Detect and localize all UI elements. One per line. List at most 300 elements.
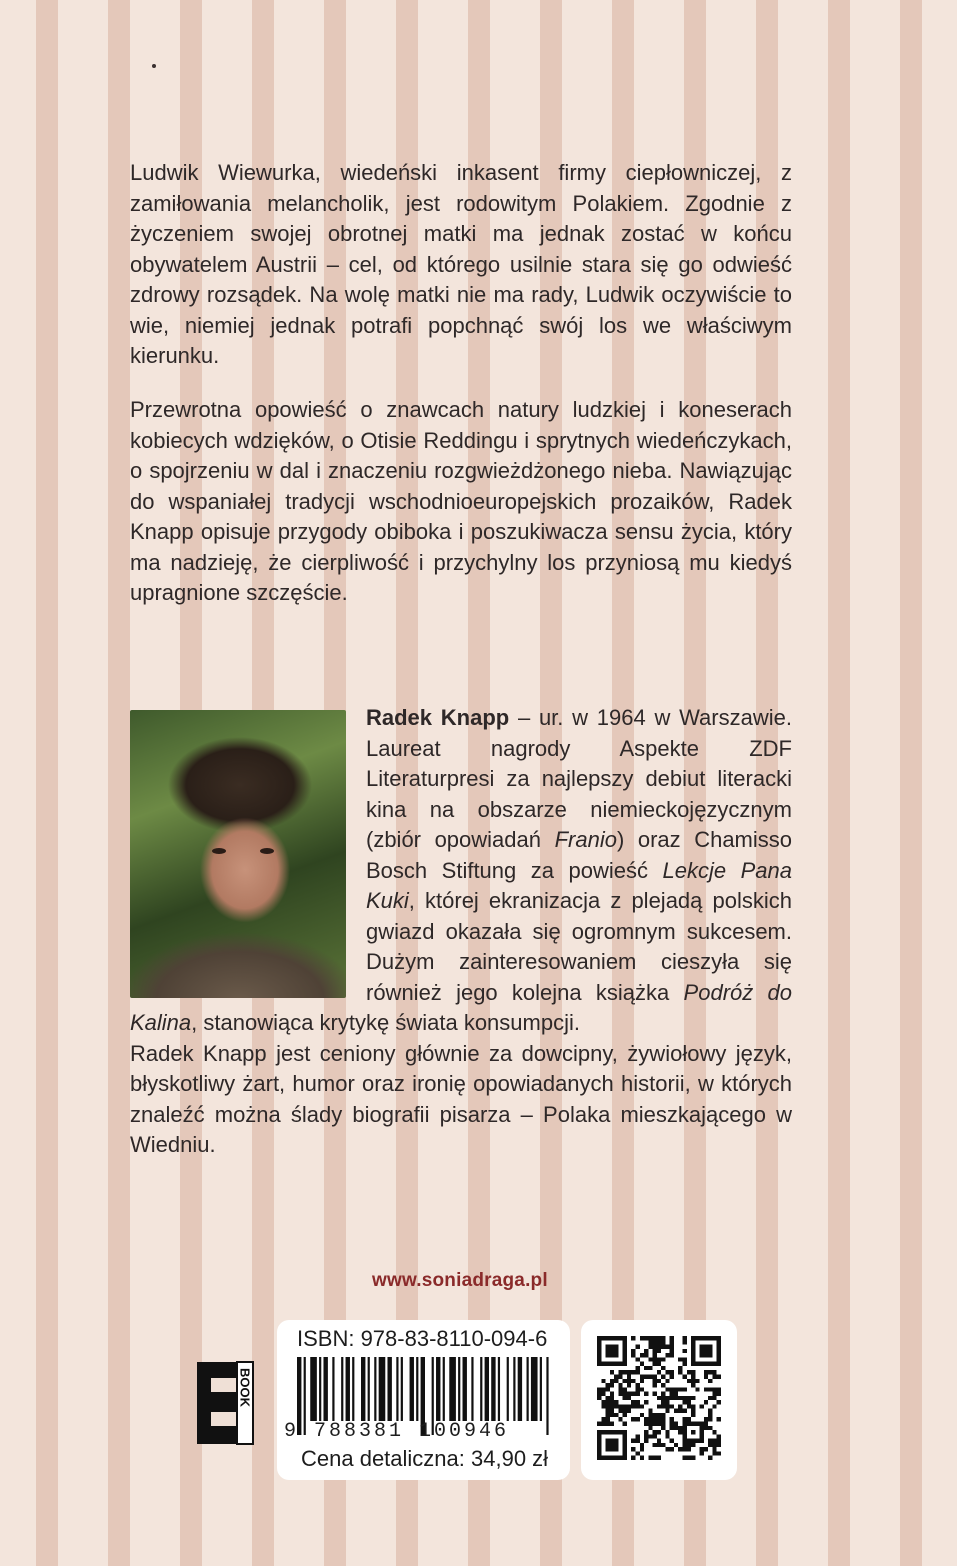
qr-module: [678, 1426, 682, 1430]
qr-module: [618, 1409, 622, 1413]
qr-module: [700, 1404, 704, 1408]
qr-module: [597, 1422, 601, 1426]
qr-module: [670, 1340, 674, 1344]
qr-module: [648, 1409, 652, 1413]
ebook-logo-block: [197, 1362, 237, 1444]
qr-module: [627, 1374, 631, 1378]
qr-module: [644, 1422, 648, 1426]
barcode-bar: [449, 1357, 456, 1421]
qr-module: [700, 1447, 704, 1451]
bio-text-1: – ur. w 1964 w Warszawie. Laureat nagrody Aspekte ZDF Literaturpresi za najlepszy debiut literacki kina na obszarze niemieckojęzycznym (zbiór opowiadań: [366, 705, 792, 852]
qr-module: [691, 1396, 695, 1400]
qr-module: [614, 1404, 618, 1408]
qr-module: [687, 1396, 691, 1400]
qr-module: [704, 1374, 708, 1378]
bio-text-4: , stanowiąca krytykę świata konsumpcji.: [191, 1010, 580, 1035]
qr-module: [674, 1443, 678, 1447]
ebook-logo-text: BOOK: [237, 1368, 253, 1407]
barcode-bar: [346, 1357, 350, 1421]
qr-module: [644, 1392, 648, 1396]
qr-code-icon[interactable]: [597, 1336, 721, 1460]
qr-module: [623, 1392, 627, 1396]
qr-module: [712, 1396, 716, 1400]
qr-module: [653, 1379, 657, 1383]
qr-module: [627, 1383, 631, 1387]
qr-module: [683, 1336, 687, 1340]
qr-module: [683, 1400, 687, 1404]
qr-module: [601, 1387, 605, 1391]
qr-module: [683, 1456, 687, 1460]
qr-module: [708, 1439, 712, 1443]
qr-module: [670, 1392, 674, 1396]
qr-module: [631, 1404, 635, 1408]
barcode-bar: [507, 1357, 509, 1421]
qr-module: [704, 1387, 708, 1391]
qr-module: [661, 1366, 665, 1370]
qr-module: [653, 1353, 657, 1357]
qr-module: [674, 1396, 678, 1400]
barcode-bar: [374, 1357, 376, 1421]
qr-module: [665, 1430, 669, 1434]
qr-module: [623, 1404, 627, 1408]
qr-module: [691, 1404, 695, 1408]
qr-module: [683, 1374, 687, 1378]
qr-module: [712, 1451, 716, 1455]
qr-module: [648, 1456, 652, 1460]
qr-module: [657, 1370, 661, 1374]
qr-module: [712, 1392, 716, 1396]
qr-module: [657, 1340, 661, 1344]
qr-module: [597, 1387, 601, 1391]
qr-module: [648, 1366, 652, 1370]
qr-module: [674, 1409, 678, 1413]
qr-module: [670, 1374, 674, 1378]
qr-module: [661, 1374, 665, 1378]
qr-module: [670, 1336, 674, 1340]
qr-finder-core: [606, 1439, 619, 1452]
qr-module: [665, 1447, 669, 1451]
qr-module: [644, 1400, 648, 1404]
qr-module: [618, 1370, 622, 1374]
qr-module: [631, 1400, 635, 1404]
qr-module: [623, 1422, 627, 1426]
qr-module: [635, 1400, 639, 1404]
qr-module: [670, 1417, 674, 1421]
isbn-number: ISBN: 978-83-8110-094-6: [297, 1326, 548, 1351]
qr-label: [581, 1320, 737, 1480]
qr-module: [653, 1362, 657, 1366]
barcode-bar: [498, 1357, 500, 1421]
qr-module: [606, 1413, 610, 1417]
qr-module: [717, 1392, 721, 1396]
qr-module: [665, 1379, 669, 1383]
retail-price: Cena detaliczna: 34,90 zł: [301, 1446, 549, 1471]
qr-module: [687, 1404, 691, 1408]
qr-module: [635, 1451, 639, 1455]
qr-module: [648, 1413, 652, 1417]
qr-module: [678, 1409, 682, 1413]
qr-module: [670, 1387, 674, 1391]
qr-module: [678, 1447, 682, 1451]
qr-module: [661, 1426, 665, 1430]
qr-module: [631, 1392, 635, 1396]
qr-module: [631, 1417, 635, 1421]
qr-module: [712, 1387, 716, 1391]
qr-module: [606, 1409, 610, 1413]
qr-module: [606, 1417, 610, 1421]
qr-module: [670, 1447, 674, 1451]
qr-module: [614, 1400, 618, 1404]
qr-module: [691, 1370, 695, 1374]
book-title-lekcje: Lekcje Pana Kuki: [366, 857, 792, 913]
qr-module: [618, 1387, 622, 1391]
qr-module: [670, 1353, 674, 1357]
qr-module: [610, 1413, 614, 1417]
barcode-bar: [396, 1357, 398, 1421]
qr-module: [631, 1336, 635, 1340]
qr-module: [631, 1447, 635, 1451]
qr-module: [606, 1404, 610, 1408]
qr-module: [661, 1404, 665, 1408]
qr-module: [640, 1379, 644, 1383]
qr-module: [657, 1357, 661, 1361]
qr-module: [665, 1387, 669, 1391]
qr-module: [670, 1404, 674, 1408]
barcode-bar: [527, 1357, 529, 1421]
barcode-bar: [416, 1357, 418, 1421]
qr-module: [661, 1357, 665, 1361]
barcode-bar: [443, 1357, 445, 1421]
qr-module: [704, 1422, 708, 1426]
qr-module: [601, 1400, 605, 1404]
qr-module: [704, 1447, 708, 1451]
qr-module: [623, 1409, 627, 1413]
qr-module: [623, 1413, 627, 1417]
qr-module: [704, 1400, 708, 1404]
barcode-bar: [458, 1357, 460, 1421]
qr-module: [687, 1443, 691, 1447]
qr-module: [648, 1426, 652, 1430]
qr-module: [631, 1370, 635, 1374]
qr-module: [640, 1362, 644, 1366]
qr-module: [657, 1404, 661, 1408]
qr-module: [644, 1374, 648, 1378]
qr-module: [635, 1439, 639, 1443]
qr-align-core: [691, 1430, 695, 1434]
qr-module: [627, 1392, 631, 1396]
qr-module: [708, 1396, 712, 1400]
qr-module: [657, 1417, 661, 1421]
qr-module: [627, 1409, 631, 1413]
qr-module: [670, 1426, 674, 1430]
qr-module: [683, 1417, 687, 1421]
qr-module: [635, 1357, 639, 1361]
qr-module: [653, 1422, 657, 1426]
author-bio-section: [130, 703, 792, 1161]
barcode-bar: [368, 1357, 370, 1421]
qr-module: [670, 1439, 674, 1443]
qr-module: [653, 1357, 657, 1361]
qr-module: [670, 1349, 674, 1353]
qr-module: [704, 1417, 708, 1421]
qr-module: [640, 1336, 644, 1340]
barcode-bar: [387, 1357, 391, 1421]
qr-module: [657, 1345, 661, 1349]
qr-module: [653, 1413, 657, 1417]
qr-module: [687, 1370, 691, 1374]
qr-module: [614, 1374, 618, 1378]
qr-module: [683, 1447, 687, 1451]
qr-module: [635, 1404, 639, 1408]
description-text-2: Przewrotna opowieść o znawcach natury ludzkiej i koneserach kobiecych wdzięków, o Otisie Reddingu i sprytnych wiedeńczykach, o spojrzeniu w dal i znaczeniu rozgwieżdżonego nieba. Nawiązując do wspaniałej tradycji wschodnioeuropejskich prozaików, Radek Knapp opisuje przygody obiboka i poszukiwacza sensu życia, który ma nadzieję, że cierpliwość i przychylny los przyniosą mu kiedyś upragnione szczęście.: [130, 397, 792, 605]
barcode-bar: [518, 1357, 522, 1421]
qr-module: [708, 1379, 712, 1383]
qr-module: [653, 1374, 657, 1378]
qr-module: [640, 1353, 644, 1357]
qr-module: [657, 1430, 661, 1434]
qr-module: [606, 1422, 610, 1426]
qr-module: [627, 1396, 631, 1400]
qr-module: [653, 1443, 657, 1447]
qr-module: [623, 1387, 627, 1391]
qr-module: [640, 1443, 644, 1447]
qr-module: [601, 1404, 605, 1408]
qr-module: [653, 1434, 657, 1438]
qr-module: [708, 1426, 712, 1430]
qr-module: [687, 1447, 691, 1451]
qr-module: [678, 1430, 682, 1434]
qr-module: [657, 1456, 661, 1460]
qr-module: [670, 1345, 674, 1349]
barcode-bar: [352, 1357, 354, 1421]
qr-module: [653, 1345, 657, 1349]
qr-module: [653, 1430, 657, 1434]
qr-module: [653, 1417, 657, 1421]
barcode-bar: [471, 1357, 473, 1421]
barcode-bar: [401, 1357, 403, 1421]
qr-module: [691, 1456, 695, 1460]
qr-module: [708, 1417, 712, 1421]
author-name: Radek Knapp: [366, 705, 510, 730]
qr-module: [695, 1387, 699, 1391]
qr-module: [635, 1370, 639, 1374]
qr-module: [635, 1383, 639, 1387]
qr-module: [678, 1387, 682, 1391]
qr-module: [644, 1430, 648, 1434]
qr-module: [687, 1456, 691, 1460]
qr-module: [691, 1374, 695, 1378]
qr-module: [665, 1370, 669, 1374]
qr-module: [661, 1345, 665, 1349]
qr-module: [640, 1374, 644, 1378]
book-title-franio: Franio: [554, 827, 617, 852]
qr-module: [635, 1366, 639, 1370]
qr-module: [606, 1400, 610, 1404]
qr-module: [606, 1396, 610, 1400]
qr-module: [700, 1451, 704, 1455]
qr-module: [674, 1426, 678, 1430]
qr-module: [717, 1374, 721, 1378]
barcode-bar: [480, 1357, 482, 1421]
qr-module: [717, 1443, 721, 1447]
qr-module: [665, 1409, 669, 1413]
qr-module: [691, 1409, 695, 1413]
ebook-logo-notch-bottom: [211, 1412, 237, 1426]
barcode-digits: 9 788381 100946: [284, 1420, 510, 1443]
qr-module: [712, 1439, 716, 1443]
qr-module: [653, 1336, 657, 1340]
qr-module: [708, 1413, 712, 1417]
qr-module: [661, 1336, 665, 1340]
qr-module: [618, 1392, 622, 1396]
qr-module: [678, 1357, 682, 1361]
qr-module: [674, 1422, 678, 1426]
qr-module: [644, 1353, 648, 1357]
qr-module: [708, 1370, 712, 1374]
qr-module: [712, 1404, 716, 1408]
qr-module: [661, 1340, 665, 1344]
qr-module: [712, 1430, 716, 1434]
qr-module: [631, 1353, 635, 1357]
qr-module: [644, 1434, 648, 1438]
qr-module: [712, 1443, 716, 1447]
barcode-bar: [436, 1357, 440, 1421]
qr-module: [704, 1426, 708, 1430]
book-title-podroz: Podróż do Kalina: [130, 979, 792, 1035]
qr-module: [610, 1400, 614, 1404]
author-photo: [130, 710, 346, 998]
barcode-bar: [379, 1357, 386, 1421]
qr-module: [661, 1400, 665, 1404]
qr-module: [657, 1413, 661, 1417]
qr-module: [670, 1370, 674, 1374]
qr-module: [657, 1439, 661, 1443]
qr-module: [657, 1443, 661, 1447]
qr-module: [712, 1370, 716, 1374]
qr-module: [648, 1434, 652, 1438]
qr-module: [627, 1404, 631, 1408]
qr-module: [653, 1383, 657, 1387]
qr-module: [618, 1374, 622, 1378]
qr-module: [648, 1357, 652, 1361]
qr-module: [661, 1392, 665, 1396]
qr-module: [674, 1392, 678, 1396]
qr-module: [687, 1400, 691, 1404]
qr-module: [678, 1396, 682, 1400]
qr-module: [704, 1370, 708, 1374]
author-bio-paragraph-2: Radek Knapp jest ceniony głównie za dowcipny, żywiołowy język, błyskotliwy żart, humor oraz ironię opowiadanych historii, w których znaleźć można ślady biografii pisarza – Polaka mieszkającego w Wiedniu.: [130, 1040, 792, 1157]
qr-module: [708, 1409, 712, 1413]
bio-text-2: ) oraz Chamisso Bosch Stiftung za powieść: [366, 827, 792, 883]
qr-module: [683, 1409, 687, 1413]
barcode-bar: [361, 1357, 365, 1421]
barcode-bar: [410, 1357, 414, 1421]
qr-finder-core: [700, 1345, 713, 1358]
bio-text-3: , której ekranizacja z plejadą polskich gwiazd okazała się ogromnym sukcesem. Dużym zainteresowaniem cieszyła się również jego kolejna książka: [366, 888, 792, 1005]
qr-module: [640, 1447, 644, 1451]
qr-module: [610, 1370, 614, 1374]
qr-module: [708, 1456, 712, 1460]
qr-module: [648, 1374, 652, 1378]
qr-module: [661, 1417, 665, 1421]
qr-module: [635, 1345, 639, 1349]
qr-module: [635, 1417, 639, 1421]
qr-module: [691, 1383, 695, 1387]
qr-module: [657, 1396, 661, 1400]
qr-module: [653, 1349, 657, 1353]
qr-module: [623, 1370, 627, 1374]
qr-module: [695, 1379, 699, 1383]
qr-module: [614, 1379, 618, 1383]
qr-module: [657, 1362, 661, 1366]
qr-module: [683, 1443, 687, 1447]
barcode-bar: [485, 1357, 489, 1421]
qr-module: [644, 1439, 648, 1443]
qr-module: [610, 1396, 614, 1400]
qr-module: [661, 1396, 665, 1400]
qr-module: [670, 1396, 674, 1400]
barcode-bar: [310, 1357, 317, 1421]
qr-module: [648, 1417, 652, 1421]
qr-module: [678, 1366, 682, 1370]
qr-module: [640, 1413, 644, 1417]
qr-module: [644, 1366, 648, 1370]
barcode-bar: [341, 1357, 343, 1421]
qr-module: [610, 1409, 614, 1413]
qr-module: [657, 1349, 661, 1353]
qr-module: [631, 1379, 635, 1383]
description-text-1: Ludwik Wiewurka, wiedeński inkasent firmy ciepłowniczej, z zamiłowania melancholik, jest rodowitym Polakiem. Zgodnie z życzeniem swojej obrotnej matki ma jednak zostać w końcu obywatelem Austrii – cel, od którego usilnie stara się go odwieść zdrowy rozsądek. Na wolę matki nie ma rady, Ludwik oczywiście to wie, niemiej jednak potrafi popchnąć swój los we właściwym kierunku.: [130, 160, 792, 368]
barcode-bar: [463, 1357, 467, 1421]
qr-module: [635, 1387, 639, 1391]
qr-module: [678, 1404, 682, 1408]
qr-module: [640, 1387, 644, 1391]
qr-module: [610, 1392, 614, 1396]
qr-module: [644, 1417, 648, 1421]
qr-module: [717, 1434, 721, 1438]
ebook-logo: [197, 1360, 255, 1446]
description-paragraph-2: [130, 395, 792, 609]
photo-eye-left: [212, 848, 226, 854]
qr-module: [661, 1443, 665, 1447]
qr-module: [683, 1362, 687, 1366]
print-speck: [152, 64, 156, 68]
barcode-bar: [323, 1357, 327, 1421]
qr-module: [717, 1451, 721, 1455]
qr-module: [712, 1374, 716, 1378]
qr-module: [683, 1357, 687, 1361]
qr-module: [601, 1422, 605, 1426]
publisher-url[interactable]: www.soniadraga.pl: [372, 1270, 548, 1291]
qr-module: [648, 1422, 652, 1426]
qr-module: [640, 1404, 644, 1408]
qr-module: [601, 1417, 605, 1421]
qr-module: [708, 1443, 712, 1447]
qr-module: [610, 1379, 614, 1383]
qr-module: [687, 1379, 691, 1383]
qr-module: [717, 1387, 721, 1391]
qr-module: [601, 1392, 605, 1396]
barcode-bar: [319, 1357, 321, 1421]
qr-module: [657, 1422, 661, 1426]
qr-module: [618, 1404, 622, 1408]
qr-module: [657, 1379, 661, 1383]
barcode-bar: [540, 1357, 542, 1421]
qr-finder-core: [606, 1345, 619, 1358]
qr-module: [597, 1392, 601, 1396]
barcode-bar: [513, 1357, 515, 1421]
qr-module: [665, 1404, 669, 1408]
